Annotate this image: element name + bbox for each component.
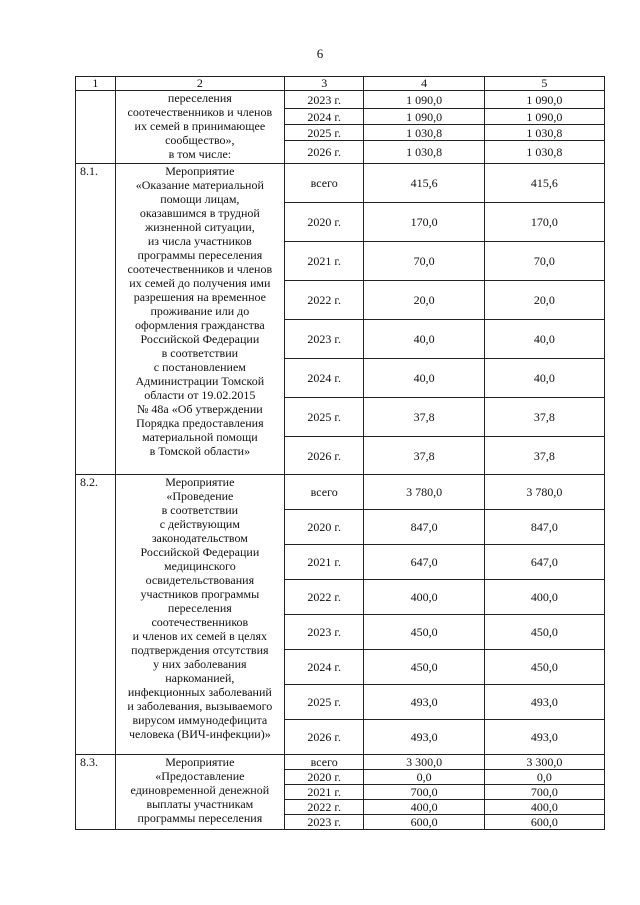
year-cell: всего	[284, 755, 364, 770]
year-cell: 2026 г.	[284, 720, 364, 755]
value-cell-col5: 400,0	[484, 800, 604, 815]
header-cell-3: 3	[284, 77, 364, 91]
year-cell: 2024 г.	[284, 359, 364, 398]
value-cell-col4: 3 780,0	[364, 475, 484, 510]
header-row	[76, 77, 605, 91]
item-description: Мероприятие «Оказание материальной помощи лицам, оказавшимся в трудной жизненной ситуации, из числа участников программы переселения соотечественников и членов их семей до получения ими разрешения на временное проживание или до оформления гражданства Российской Федерации в соответствии с постановлением Администрации Томской области от 19.02.2015 № 48а «Об утверждении Порядка предоставления материальной помощи в Томской области»	[127, 164, 273, 458]
year-cell: 2022 г.	[284, 580, 364, 615]
value-cell-col5: 37,8	[484, 398, 604, 437]
year-cell: 2020 г.	[284, 510, 364, 545]
year-cell: 2023 г.	[284, 815, 364, 830]
year-cell: 2020 г.	[284, 203, 364, 242]
value-cell-col4: 1 030,8	[364, 141, 484, 164]
value-cell-col4: 600,0	[364, 815, 484, 830]
table-row	[76, 164, 605, 203]
value-cell-col5: 40,0	[484, 320, 604, 359]
value-cell-col4: 40,0	[364, 359, 484, 398]
year-cell: 2022 г.	[284, 800, 364, 815]
value-cell-col4: 1 090,0	[364, 109, 484, 125]
year-cell: 2022 г.	[284, 281, 364, 320]
value-cell-col4: 1 030,8	[364, 125, 484, 141]
year-cell: 2023 г.	[284, 615, 364, 650]
item-number-cell: 8.2.	[76, 475, 116, 755]
value-cell-col5: 70,0	[484, 242, 604, 281]
value-cell-col4: 1 090,0	[364, 91, 484, 109]
value-cell-col5: 700,0	[484, 785, 604, 800]
value-cell-col5: 1 030,8	[484, 125, 604, 141]
year-cell: 2026 г.	[284, 141, 364, 164]
value-cell-col4: 450,0	[364, 615, 484, 650]
value-cell-col4: 450,0	[364, 650, 484, 685]
value-cell-col5: 450,0	[484, 615, 604, 650]
value-cell-col5: 37,8	[484, 437, 604, 475]
item-number-cell: 8.1.	[76, 164, 116, 475]
item-description-cell	[115, 475, 284, 755]
value-cell-col4: 647,0	[364, 545, 484, 580]
value-cell-col4: 37,8	[364, 398, 484, 437]
item-number-cell	[76, 91, 116, 164]
value-cell-col4: 170,0	[364, 203, 484, 242]
year-cell: 2021 г.	[284, 242, 364, 281]
value-cell-col5: 647,0	[484, 545, 604, 580]
year-cell: 2024 г.	[284, 109, 364, 125]
item-description-cell	[115, 755, 284, 830]
year-cell: 2026 г.	[284, 437, 364, 475]
value-cell-col5: 415,6	[484, 164, 604, 203]
year-cell: 2024 г.	[284, 650, 364, 685]
page-number: 6	[316, 46, 324, 61]
value-cell-col5: 3 780,0	[484, 475, 604, 510]
value-cell-col4: 493,0	[364, 720, 484, 755]
value-cell-col5: 493,0	[484, 685, 604, 720]
year-cell: 2025 г.	[284, 398, 364, 437]
value-cell-col5: 1 090,0	[484, 91, 604, 109]
year-cell: 2021 г.	[284, 545, 364, 580]
value-cell-col5: 493,0	[484, 720, 604, 755]
value-cell-col5: 20,0	[484, 281, 604, 320]
value-cell-col4: 847,0	[364, 510, 484, 545]
value-cell-col5: 847,0	[484, 510, 604, 545]
value-cell-col5: 170,0	[484, 203, 604, 242]
value-cell-col5: 40,0	[484, 359, 604, 398]
value-cell-col4: 415,6	[364, 164, 484, 203]
year-cell: 2021 г.	[284, 785, 364, 800]
table-row	[76, 475, 605, 510]
value-cell-col4: 700,0	[364, 785, 484, 800]
year-cell: 2025 г.	[284, 125, 364, 141]
item-number-cell: 8.3.	[76, 755, 116, 830]
header-cell-1: 1	[76, 77, 116, 91]
value-cell-col5: 3 300,0	[484, 755, 604, 770]
value-cell-col5: 1 030,8	[484, 141, 604, 164]
item-description-cell	[115, 91, 284, 164]
value-cell-col4: 3 300,0	[364, 755, 484, 770]
header-cell-5: 5	[484, 77, 604, 91]
item-description: Мероприятие «Предоставление единовременной денежной выплаты участникам программы переселения	[130, 755, 270, 825]
table-row	[76, 91, 605, 109]
budget-table	[75, 76, 605, 830]
header-cell-4: 4	[364, 77, 484, 91]
value-cell-col5: 450,0	[484, 650, 604, 685]
year-cell: всего	[284, 164, 364, 203]
value-cell-col4: 493,0	[364, 685, 484, 720]
value-cell-col4: 400,0	[364, 580, 484, 615]
item-description-cell	[115, 164, 284, 475]
table-row	[76, 755, 605, 770]
value-cell-col5: 1 090,0	[484, 109, 604, 125]
value-cell-col4: 400,0	[364, 800, 484, 815]
value-cell-col5: 400,0	[484, 580, 604, 615]
value-cell-col5: 0,0	[484, 770, 604, 785]
item-description: переселения соотечественников и членов их семей в принимающее сообщество», в том числе:	[127, 91, 273, 161]
year-cell: 2023 г.	[284, 91, 364, 109]
year-cell: 2020 г.	[284, 770, 364, 785]
item-description: Мероприятие «Проведение в соответствии с действующим законодательством Российской Федерации медицинского освидетельствования участников программы переселения соотечественников и членов их семей в целях подтверждения отсутствия у них заболевания наркоманией, инфекционных заболеваний и заболевания, вызываемого вирусом иммунодефицита человека (ВИЧ-инфекции)»	[127, 475, 273, 741]
header-cell-2: 2	[115, 77, 284, 91]
year-cell: 2025 г.	[284, 685, 364, 720]
value-cell-col4: 0,0	[364, 770, 484, 785]
value-cell-col4: 70,0	[364, 242, 484, 281]
value-cell-col5: 600,0	[484, 815, 604, 830]
value-cell-col4: 37,8	[364, 437, 484, 475]
year-cell: всего	[284, 475, 364, 510]
value-cell-col4: 20,0	[364, 281, 484, 320]
year-cell: 2023 г.	[284, 320, 364, 359]
value-cell-col4: 40,0	[364, 320, 484, 359]
